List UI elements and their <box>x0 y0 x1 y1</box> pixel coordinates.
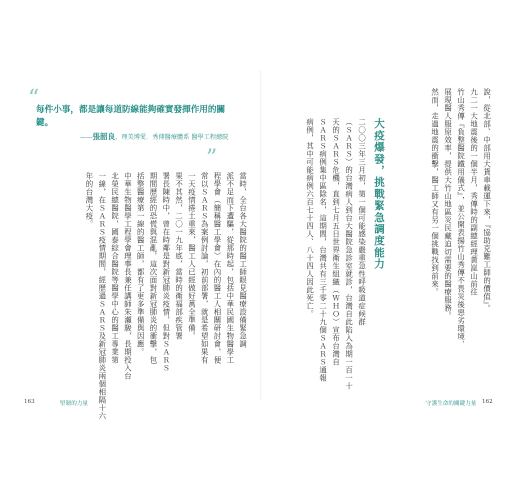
text-column: （ＳＡＲＳ）的台灣病人到台大醫院急診室就診，台灣自此陷入為期一百一十 <box>344 118 354 390</box>
pull-quote-author <box>80 132 250 143</box>
text-column: 派不足而下遭驅，從那時起，包括中華民國生物醫學工 <box>225 172 235 364</box>
text-column: 竹山秀傳『負整醫院鐵用儀式』，並公開表揚竹山秀傳不畏災後惡劣環境、 <box>456 88 466 349</box>
text-column: 果不其然，二〇一九年底，當時的衛福部疾管署 <box>174 172 184 340</box>
author-title: ，理美博愛．秀傳醫療體系 醫學工程總院 <box>115 134 229 141</box>
pull-quote-text: 每件小事，都是讓每道防線能夠確實發揮作用的關鍵。 <box>36 105 226 128</box>
text-column: 括整醫療第一線的醫工師，都有了更多準備與因應。 <box>136 172 146 356</box>
right-page-number: 162 <box>482 399 493 405</box>
text-column: 天的ＳＡＲＳ危機，直到七月五日世界衛生組織（ＷＨＯ）宣布台灣自 <box>331 118 341 366</box>
text-column: 中華生物醫學工程學會理事長兼任講師朱瀬駿，長期投入台 <box>123 172 133 380</box>
text-column: 然而，走過地震的衝擊，醫工師又有另一個挑戰找到前來。 <box>430 88 440 296</box>
text-column: 九二一大地震後的一個半月，秀傳時的副總經理黃崑山前往 <box>469 88 479 296</box>
left-running-title: 堅韌的力量 <box>60 401 88 407</box>
open-quote-mark: “ <box>28 86 40 111</box>
text-column: 二〇〇三年三月初，第一個可能感染嚴重急性呼吸道症候群 <box>357 118 367 326</box>
text-column: 一線，在ＳＡＲＳ疫情期間，經歷過ＳＡＲＳ及新冠肺炎兩個相隔十六 <box>97 172 107 420</box>
text-column: 年的台灣大疫。 <box>84 172 94 228</box>
text-column: 說，從北部、中部用大貨車載運下來，『協助克難工師的價值』。 <box>482 88 492 313</box>
book-gutter <box>260 70 262 400</box>
text-column: ＳＡＲＳ病例集中區除名，這期間，台灣共有三千零二十九個ＳＡＲＳ通報 <box>318 118 328 382</box>
left-page-number: 163 <box>24 399 35 405</box>
text-column: 北榮民總醫院，國泰綜合醫院等醫學中心的醫工專業第 <box>110 172 120 364</box>
author-name: 張韶良 <box>92 132 116 141</box>
text-column: 常以ＳＡＲＳ為案例討論，初前部署，就是希望如果有 <box>200 172 210 364</box>
section-title: 大疫爆發，挑戰緊急調度能力 <box>373 118 385 271</box>
author-dash: —— <box>80 134 93 141</box>
text-column: 病例，其中可能病例六百七十四人、八十四人因此死亡。 <box>305 118 315 318</box>
text-column: 當時，全台各大醫院的醫工師眼見醫療設備緊急調 <box>238 172 248 348</box>
close-quote-mark: ” <box>206 146 218 171</box>
text-column: 一天疫情捲土重來，醫工人已經做好萬全準備。 <box>187 172 197 340</box>
right-running-title: 守護生命的關鍵力量 <box>426 401 477 407</box>
text-column: 程學會（簡稱醫工學會）在內的醫工人相關研討會，便 <box>212 172 222 364</box>
text-column: 展現醫人服原效率，提供大竹山地區災民藏迫切需要的醫療服務。 <box>443 88 453 320</box>
text-column: 署長陳時中，曾在時鄰是對新冠肺炎疫情，但對ＳＡＲＳ <box>161 172 171 372</box>
text-column: 期間歷經的恐慌與混亂，這次面對新冠肺炎的衝擊，包 <box>148 172 158 364</box>
